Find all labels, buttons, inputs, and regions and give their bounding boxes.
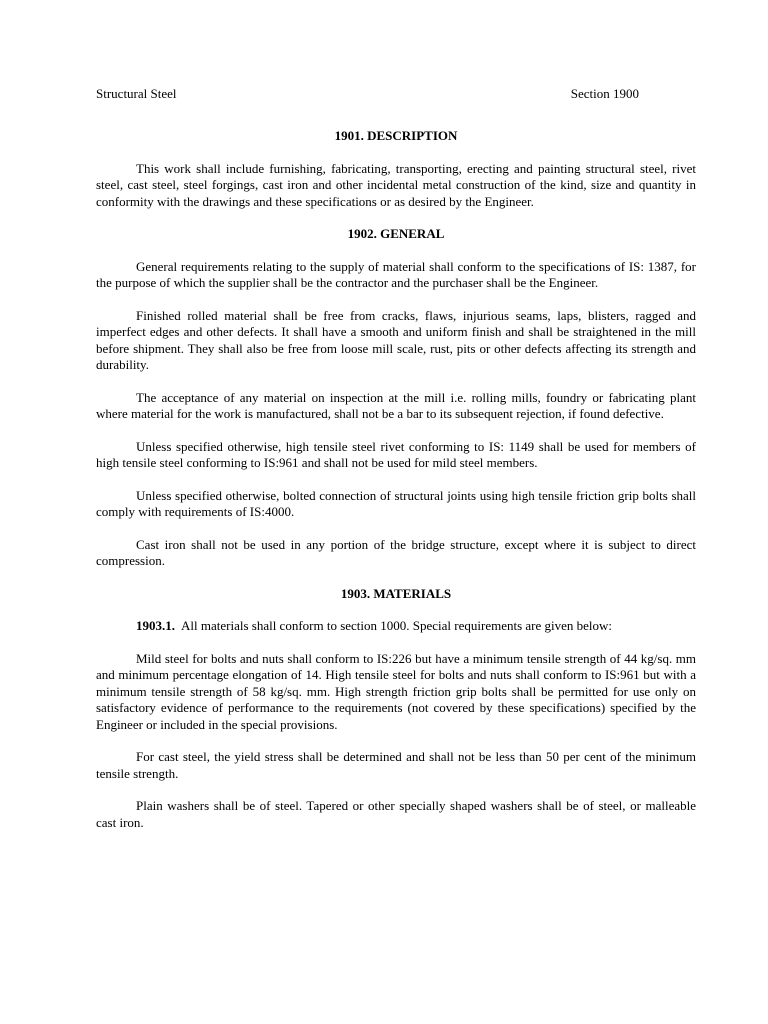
subsection-number: 1903.1. (136, 618, 175, 633)
section-1902-paragraph-1: General requirements relating to the supply of material shall conform to the specifications of IS: 1387, for the purpose of which the supplier shall be the contractor and the purchaser shall be the Engineer. (96, 258, 696, 290)
subsection-1903-1 (96, 618, 696, 635)
section-1902-paragraph-3: The acceptance of any material on inspection at the mill i.e. rolling mills, foundry or fabricating plant where material for the work is manufactured, shall not be a bar to its subsequent rejection, if found defective. (96, 389, 696, 421)
document-body (96, 128, 696, 847)
section-1902-heading: 1902. GENERAL (347, 226, 445, 241)
section-1903-paragraph-2: For cast steel, the yield stress shall be determined and shall not be less than 50 per cent of the minimum tensile strength. (96, 749, 696, 781)
subsection-text: All materials shall conform to section 1000. Special requirements are given below: (181, 618, 613, 633)
section-1903-paragraph-1: Mild steel for bolts and nuts shall conform to IS:226 but have a minimum tensile strength of 44 kg/sq. mm and minimum percentage elongation of 14. High tensile steel for bolts and nuts shall conform to IS:961 but with a minimum tensile strength of 58 kg/sq. mm. High strength friction grip bolts shall be permitted for use only on satisfactory evidence of performance to the requirements (not covered by these specifications) specified by the Engineer or included in the special provisions. (96, 650, 696, 732)
section-1903-paragraph-3: Plain washers shall be of steel. Tapered or other specially shaped washers shall be of steel, or malleable cast iron. (96, 798, 696, 830)
header-title: Structural Steel (96, 86, 177, 101)
section-1901-paragraph: This work shall include furnishing, fabricating, transporting, erecting and painting structural steel, rivet steel, cast steel, steel forgings, cast iron and other incidental metal construction of the kind, size and quantity in conformity with the drawings and these specifications or as desired by the Engineer. (96, 160, 696, 209)
section-1903-heading: 1903. MATERIALS (340, 585, 452, 601)
section-1902-paragraph-2: Finished rolled material shall be free from cracks, flaws, injurious seams, laps, blisters, ragged and imperfect edges and other defects. It shall have a smooth and uniform finish and shall be straightened in the mill before shipment. They shall also be free from loose mill scale, rust, pits or other defects affecting its strength and durability. (96, 307, 696, 372)
section-1901-heading: 1901. DESCRIPTION (334, 128, 458, 143)
page-header (96, 86, 696, 103)
section-1902-paragraph-6: Cast iron shall not be used in any portion of the bridge structure, except where it is subject to direct compression. (96, 536, 696, 568)
section-1902-paragraph-4: Unless specified otherwise, high tensile steel rivet conforming to IS: 1149 shall be used for members of high tensile steel conforming to IS:961 and shall not be used for mild steel members. (96, 438, 696, 470)
header-section: Section 1900 (570, 86, 639, 101)
section-1902-paragraph-5: Unless specified otherwise, bolted connection of structural joints using high tensile friction grip bolts shall comply with requirements of IS:4000. (96, 487, 696, 519)
